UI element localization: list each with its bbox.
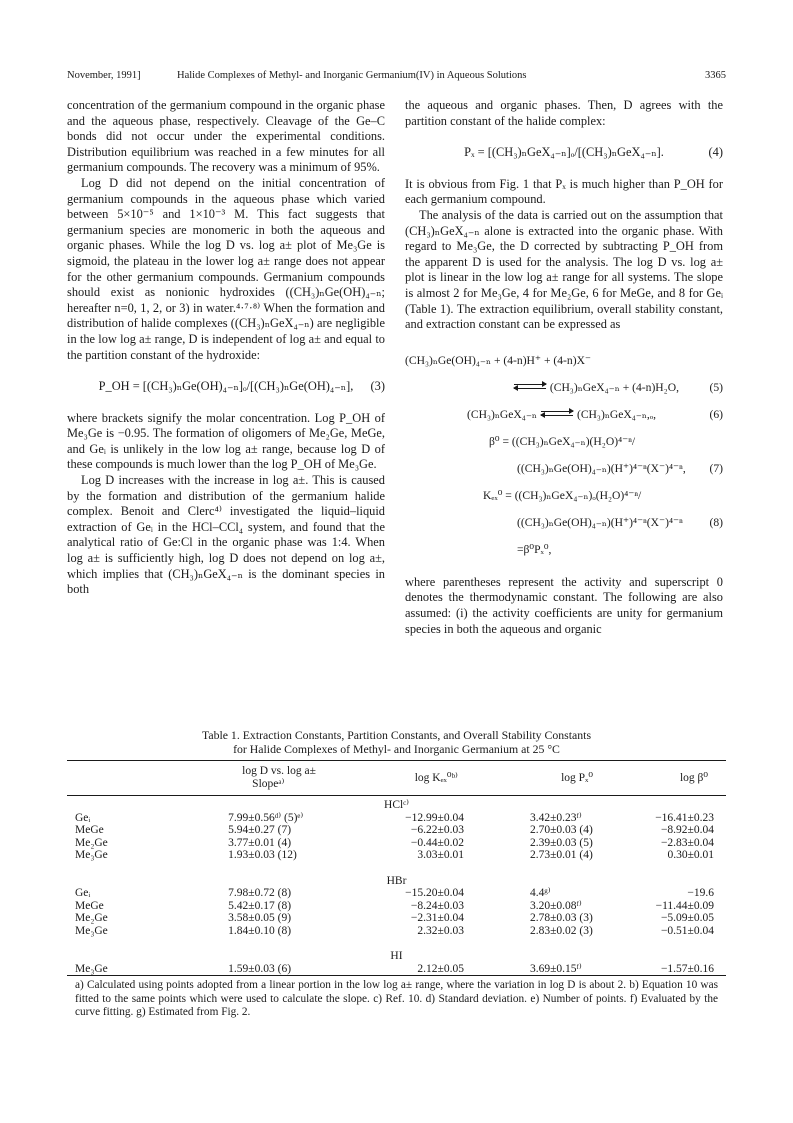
- equation-number: (4): [708, 145, 723, 160]
- paragraph: concentration of the germanium compound in the organic phase and the aqueous phase, respectively. Cleavage of the Ge–C bonds did not occur under the experimental conditions. Distribution equilibrium was reached in a few minutes for all germanium compounds. The recovery was a minimum of 95%.: [67, 98, 385, 175]
- cell-px: 2.70±0.03 (4): [529, 824, 593, 836]
- cell-px: 2.73±0.01 (4): [529, 849, 593, 861]
- group-spacer: [67, 862, 726, 872]
- table-group-label: HBr: [386, 874, 407, 887]
- column-header-px: log Pₓ⁰: [561, 771, 593, 784]
- cell-slope: 7.99±0.56ᵈ⁾ (5)ᵉ⁾: [228, 811, 304, 824]
- cell-beta: −5.09±0.05: [660, 912, 714, 924]
- cell-slope: 1.59±0.03 (6): [228, 962, 292, 975]
- table-caption: Table 1. Extraction Constants, Partition Constants, and Overall Stability Constants for Halide Complexes of Methyl- and Inorganic Germanium at 25 °C: [201, 728, 592, 756]
- cell-px: 3.42±0.23ᶠ⁾: [529, 811, 582, 824]
- right-column: [405, 98, 723, 637]
- equation-5-line-2: (CH₃)ₙGeX₄₋ₙ + (4-n)H₂O, (5): [405, 374, 723, 401]
- equation-8-line-1: Kₑₓ⁰ = ((CH₃)ₙGeX₄₋ₙ)ₒ(H₂O)⁴⁻ⁿ/: [483, 488, 642, 502]
- cell-name: Geᵢ: [75, 811, 91, 824]
- cell-kex: 3.03±0.01: [417, 849, 464, 861]
- table-row: [67, 912, 726, 925]
- cell-beta: −16.41±0.23: [655, 811, 714, 824]
- cell-kex: −15.20±0.04: [405, 887, 464, 899]
- cell-beta: −11.44±0.09: [655, 899, 714, 912]
- equation-7-line-2: ((CH₃)ₙGe(OH)₄₋ₙ)(H⁺)⁴⁻ⁿ(X⁻)⁴⁻ⁿ, (7): [517, 461, 723, 475]
- cell-beta: −2.83±0.04: [660, 836, 714, 849]
- cell-slope: 1.93±0.03 (12): [228, 849, 297, 861]
- equation-5-line-1: (CH₃)ₙGe(OH)₄₋ₙ + (4-n)H⁺ + (4-n)X⁻: [405, 353, 592, 367]
- cell-name: Me₃Ge: [75, 962, 108, 975]
- equation-6: (CH₃)ₙGeX₄₋ₙ (CH₃)ₙGeX₄₋ₙ,ₒ, (6): [467, 407, 723, 421]
- left-column: [67, 98, 385, 598]
- group-spacer: [67, 937, 726, 947]
- table-row: [67, 824, 726, 837]
- running-header: [67, 70, 726, 81]
- cell-name: Me₂Ge: [75, 836, 108, 849]
- paragraph: It is obvious from Fig. 1 that Pₓ is much higher than P_OH for each germanium compound.: [405, 176, 723, 207]
- page-number: 3365: [705, 70, 726, 81]
- cell-px: 2.83±0.02 (3): [529, 924, 593, 937]
- paragraph: Log D increases with the increase in log a±. This is caused by the formation and distribution of the germanium halide complex. Benoit and Clerc⁴⁾ investigated the liquid–liquid extraction of Geᵢ in the HCl–CCl₄ system, and found that the analytical ratio of Ge:Cl in the organic phase was 1:4. When log a± is sufficiently high, log D does not depend on log a±, which implies that (CH₃)ₙGeX₄₋ₙ is the dominant species in both: [67, 473, 385, 597]
- equation-4: [405, 145, 723, 161]
- cell-kex: −6.22±0.03: [410, 824, 464, 836]
- table-group-label: HI: [390, 950, 403, 962]
- cell-px: 2.78±0.03 (3): [529, 912, 593, 924]
- cell-kex: −2.31±0.04: [410, 912, 464, 924]
- table-1: [67, 728, 726, 1020]
- table-row: [67, 837, 726, 850]
- cell-slope: 3.58±0.05 (9): [228, 912, 292, 924]
- cell-kex: −8.24±0.03: [410, 899, 464, 912]
- cell-kex: 2.12±0.05: [417, 962, 464, 975]
- cell-name: MeGe: [75, 824, 104, 836]
- cell-kex: −0.44±0.02: [410, 836, 464, 849]
- table-body: [67, 796, 726, 976]
- cell-px: 3.69±0.15ᶠ⁾: [529, 962, 582, 975]
- cell-px: 4.4ᵍ⁾: [529, 887, 551, 899]
- cell-slope: 5.94±0.27 (7): [228, 824, 292, 836]
- cell-beta: 0.30±0.01: [667, 849, 714, 861]
- equation-block: [405, 347, 723, 563]
- equation-body: Pₓ = [(CH₃)ₙGeX₄₋ₙ]ₒ/[(CH₃)ₙGeX₄₋ₙ].: [464, 145, 664, 160]
- paragraph: The analysis of the data is carried out on the assumption that (CH₃)ₙGeX₄₋ₙ alone is extracted into the organic phase. With regard to Me₃Ge, the D corrected by subtracting P_OH from the apparent D is used for the analysis. The log D vs. log a± plot is linear in the low log a± range for all systems. The slope is almost 2 for Me₃Ge, 4 for Me₂Ge, 6 for MeGe, and 8 for Geᵢ (Table 1). The extraction equilibrium, overall stability constant, and extraction constant can be expressed as: [405, 207, 723, 332]
- cell-slope: 3.77±0.01 (4): [228, 836, 292, 849]
- column-header-beta: log β⁰: [679, 771, 708, 784]
- column-header-kex: log Kₑₓ⁰ᵇ⁾: [414, 771, 458, 784]
- table-group-label: HClᶜ⁾: [384, 799, 409, 811]
- equation-8-line-3: =β⁰Pₓ⁰,: [517, 542, 552, 556]
- table-row: [67, 812, 726, 825]
- column-header-slope: log D vs. log a± Slopeᵃ⁾: [242, 765, 316, 790]
- cell-name: Me₃Ge: [75, 849, 108, 861]
- header-title: Halide Complexes of Methyl- and Inorganic Germanium(IV) in Aqueous Solutions: [177, 70, 527, 81]
- paragraph: Log D did not depend on the initial concentration of germanium compounds in the aqueous phase which varied between 5×10⁻⁵ and 1×10⁻³ M. This fact suggests that germanium species are monomeric in both the aqueous and organic phases. While the log D vs. log a± plot of Me₃Ge is sigmoid, the plateau in the lower log a± range does not appear for the other germanium compounds. Germanium compounds should exist as nonionic hydroxides ((CH₃)ₙGe(OH)₄₋ₙ; hereafter n=0, 1, 2, or 3) in water.⁴·⁷·⁸⁾ When the formation and distribution of halide complexes ((CH₃)ₙGeX₄₋ₙ) are negligible in the low log a± range, D is independent of log a± and equal to the partition constant of the hydroxide:: [67, 175, 385, 362]
- equilibrium-arrow-icon: [541, 409, 573, 419]
- table-row: [67, 849, 726, 862]
- equilibrium-arrow-icon: [514, 382, 546, 392]
- paragraph: where brackets signify the molar concentration. Log P_OH of Me₃Ge is −0.95. The formation of oligomers of Me₂Ge, MeGe, and Geᵢ is unlikely in the low log a± range, because log D of these compounds is much lower than the log P_OH of Me₃Ge.: [67, 410, 385, 472]
- equation-8-line-2: ((CH₃)ₙGe(OH)₄₋ₙ)(H⁺)⁴⁻ⁿ(X⁻)⁴⁻ⁿ (8): [517, 515, 723, 529]
- cell-beta: −8.92±0.04: [660, 824, 714, 836]
- table-row: [67, 887, 726, 900]
- cell-name: Me₃Ge: [75, 924, 108, 937]
- cell-slope: 1.84±0.10 (8): [228, 924, 292, 937]
- cell-px: 3.20±0.08ᶠ⁾: [529, 899, 582, 912]
- header-date: November, 1991]: [67, 70, 141, 81]
- cell-name: MeGe: [75, 899, 104, 912]
- table-row: [67, 963, 726, 976]
- cell-px: 2.39±0.03 (5): [529, 836, 593, 849]
- cell-beta: −0.51±0.04: [660, 924, 714, 937]
- equation-3: [67, 379, 385, 395]
- cell-slope: 7.98±0.72 (8): [228, 887, 292, 899]
- table-row: [67, 900, 726, 913]
- data-table: [67, 760, 726, 976]
- equation-body: P_OH = [(CH₃)ₙGe(OH)₄₋ₙ]ₒ/[(CH₃)ₙGe(OH)₄₋ₙ],: [98, 379, 354, 394]
- cell-kex: 2.32±0.03: [417, 924, 464, 937]
- table-header-row: [67, 761, 726, 796]
- cell-beta: −19.6: [687, 887, 714, 899]
- cell-name: Me₂Ge: [75, 912, 108, 924]
- equation-number: (3): [370, 379, 385, 394]
- paragraph: the aqueous and organic phases. Then, D agrees with the partition constant of the halide complex:: [405, 98, 723, 128]
- cell-slope: 5.42±0.17 (8): [228, 899, 292, 912]
- equation-7-line-1: β⁰ = ((CH₃)ₙGeX₄₋ₙ)(H₂O)⁴⁻ⁿ/: [489, 434, 636, 448]
- cell-kex: −12.99±0.04: [405, 811, 464, 824]
- table-row: [67, 925, 726, 938]
- cell-beta: −1.57±0.16: [660, 962, 714, 975]
- paragraph: where parentheses represent the activity and superscript 0 denotes the thermodynamic constant. The following are also assumed: (i) the activity coefficients are unity for germanium species in both the aqueous and organic: [405, 574, 723, 636]
- table-footnote: a) Calculated using points adopted from a linear portion in the low log a± range, where the variation in log D is about 2. b) Equation 10 was fitted to the same points which were used to calculate the slope. c) Ref. 10. d) Standard deviation. e) Number of points. f) Evaluated by the curve fitting. g) Estimated from Fig. 2.: [75, 979, 718, 1018]
- cell-name: Geᵢ: [75, 887, 91, 899]
